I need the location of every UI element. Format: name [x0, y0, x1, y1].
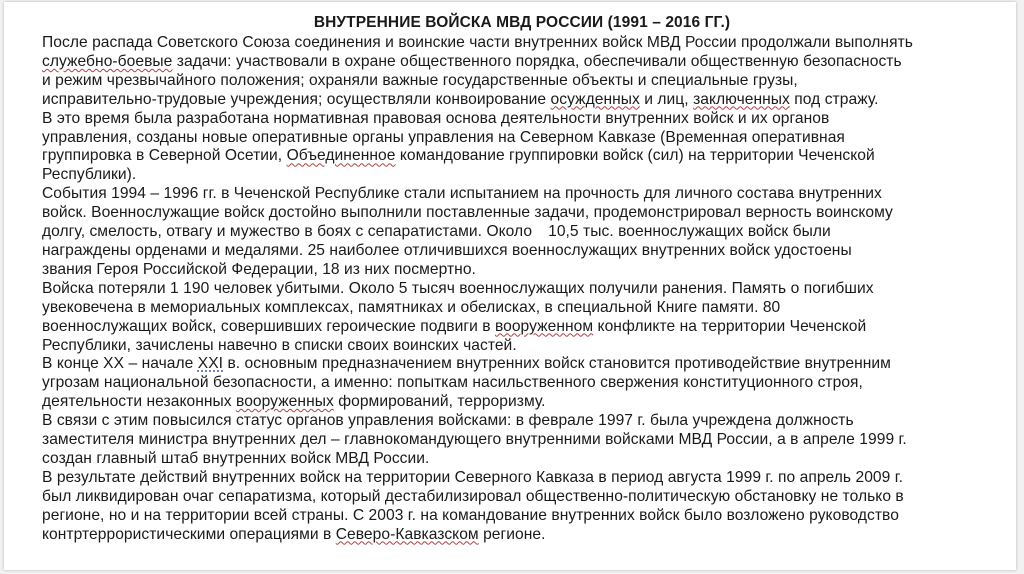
text-run: долгу, смелость, отвагу и мужество в боях с сепаратистами. Около: [42, 223, 533, 241]
text-line: Войска потеряли 1 190 человек убитыми. Около 5 тысяч военнослужащих получили ранения. Память о погибших: [42, 279, 874, 297]
text-run: формирований, терроризму.: [333, 393, 546, 411]
text-run: под стражу.: [789, 90, 879, 108]
text-run: регионе.: [478, 525, 546, 543]
text-line: звания Героя Российской Федерации, 18 из них посмертно.: [42, 260, 476, 278]
text-line: [42, 53, 1002, 72]
spellcheck-word: Объединенное: [286, 147, 396, 165]
text-run: задачи: участвовали в охране общественного порядка, обеспечивали общественную безопасность: [172, 52, 902, 70]
text-run: и лиц,: [639, 90, 694, 108]
text-line: награждены орденами и медалями. 25 наиболее отличившихся военнослужащих внутренних войск удостоены: [42, 241, 852, 259]
spellcheck-word: вооруженном: [494, 317, 594, 335]
text-line: Республики).: [42, 166, 137, 184]
text-line: [42, 223, 1002, 242]
spellcheck-word: осужденных: [550, 90, 640, 108]
text-run: в. основным предназначением внутренних войск становится противодействие внутренним: [223, 355, 891, 373]
text-line: регионе, но и на территории всей страны. С 2003 г. на командование внутренних войск было возложено руководство: [42, 506, 899, 524]
text-line: увековечена в мемориальных комплексах, памятниках и обелисках, в специальной Книге памяти. 80: [42, 298, 781, 316]
text-line: Республики, зачислены навечно в списки своих воинских частей.: [42, 336, 517, 354]
text-line: [42, 147, 1002, 166]
text-run: исправительно-трудовые учреждения; осуществляли конвоирование: [42, 90, 551, 108]
paragraph-5: [42, 355, 1002, 412]
document-body: [42, 12, 1002, 544]
spellcheck-word: Северо-Кавказском: [335, 525, 479, 543]
text-run: военнослужащих войск, совершивших героические подвиги в: [42, 317, 495, 335]
text-line: [42, 355, 1002, 374]
text-run: 10,5 тыс. военнослужащих войск были: [548, 223, 831, 241]
text-run: группировка в Северной Осетии,: [42, 147, 287, 165]
text-line: [42, 393, 1002, 412]
text-run: контртеррористическими операциями в: [42, 525, 336, 543]
paragraph-6: [42, 412, 1002, 469]
spellcheck-word: вооруженных: [236, 393, 334, 411]
text-line: [42, 318, 1002, 337]
text-line: управления, созданы новые оперативные органы управления на Северном Кавказе (Временная оперативная: [42, 128, 845, 146]
document-page: [4, 2, 1016, 570]
text-line: и режим чрезвычайного положения; охраняли важные государственные объекты и специальные грузы,: [42, 71, 798, 89]
paragraph-7: [42, 469, 1002, 545]
text-line: войск. Военнослужащие войск достойно выполнили поставленные задачи, продемонстрировал верность воинскому: [42, 204, 893, 222]
text-line: угрозам национальной безопасности, а именно: попыткам насильственного свержения конституционного строя,: [42, 374, 863, 392]
text-line: В связи с этим повысился статус органов управления войсками: в феврале 1997 г. была учреждена должность: [42, 412, 854, 430]
text-line: События 1994 – 1996 гг. в Чеченской Республике стали испытанием на прочность для личного состава внутренних: [42, 185, 882, 203]
paragraph-2: [42, 110, 1002, 186]
paragraph-4: [42, 280, 1002, 356]
text-run: деятельности незаконных: [42, 393, 237, 411]
text-line: [42, 526, 1002, 545]
paragraph-1: [42, 34, 1002, 110]
text-line: создан главный штаб внутренних войск МВД России.: [42, 449, 430, 467]
text-line: В это время была разработана нормативная правовая основа деятельности внутренних войск и их органов: [42, 109, 830, 127]
text-line: После распада Советского Союза соединения и воинские части внутренних войск МВД России продолжали выполнять: [42, 34, 913, 51]
text-line: заместителя министра внутренних дел – главнокомандующего внутренними войсками МВД России, а в апреле 1999 г.: [42, 431, 907, 449]
spellcheck-word: служебно-боевые: [42, 52, 173, 70]
text-run: командование группировки войск (сил) на территории Чеченской: [395, 147, 875, 165]
text-line: был ликвидирован очаг сепаратизма, который дестабилизировал общественно-политическую обстановку не только в: [42, 487, 904, 505]
text-run: конфликте на территории Чеченской: [593, 317, 867, 335]
text-run: В конце XX – начале: [42, 355, 198, 373]
spellcheck-word: заключенных: [693, 90, 790, 108]
document-title: ВНУТРЕННИЕ ВОЙСКА МВД РОССИИ (1991 – 2016 ГГ.): [313, 14, 731, 31]
grammar-word: XXI: [197, 355, 224, 373]
text-line: В результате действий внутренних войск на территории Северного Кавказа в период августа 1999 г. по апрель 2009 г.: [42, 468, 903, 486]
text-line: [42, 91, 1002, 110]
paragraph-3: [42, 185, 1002, 280]
